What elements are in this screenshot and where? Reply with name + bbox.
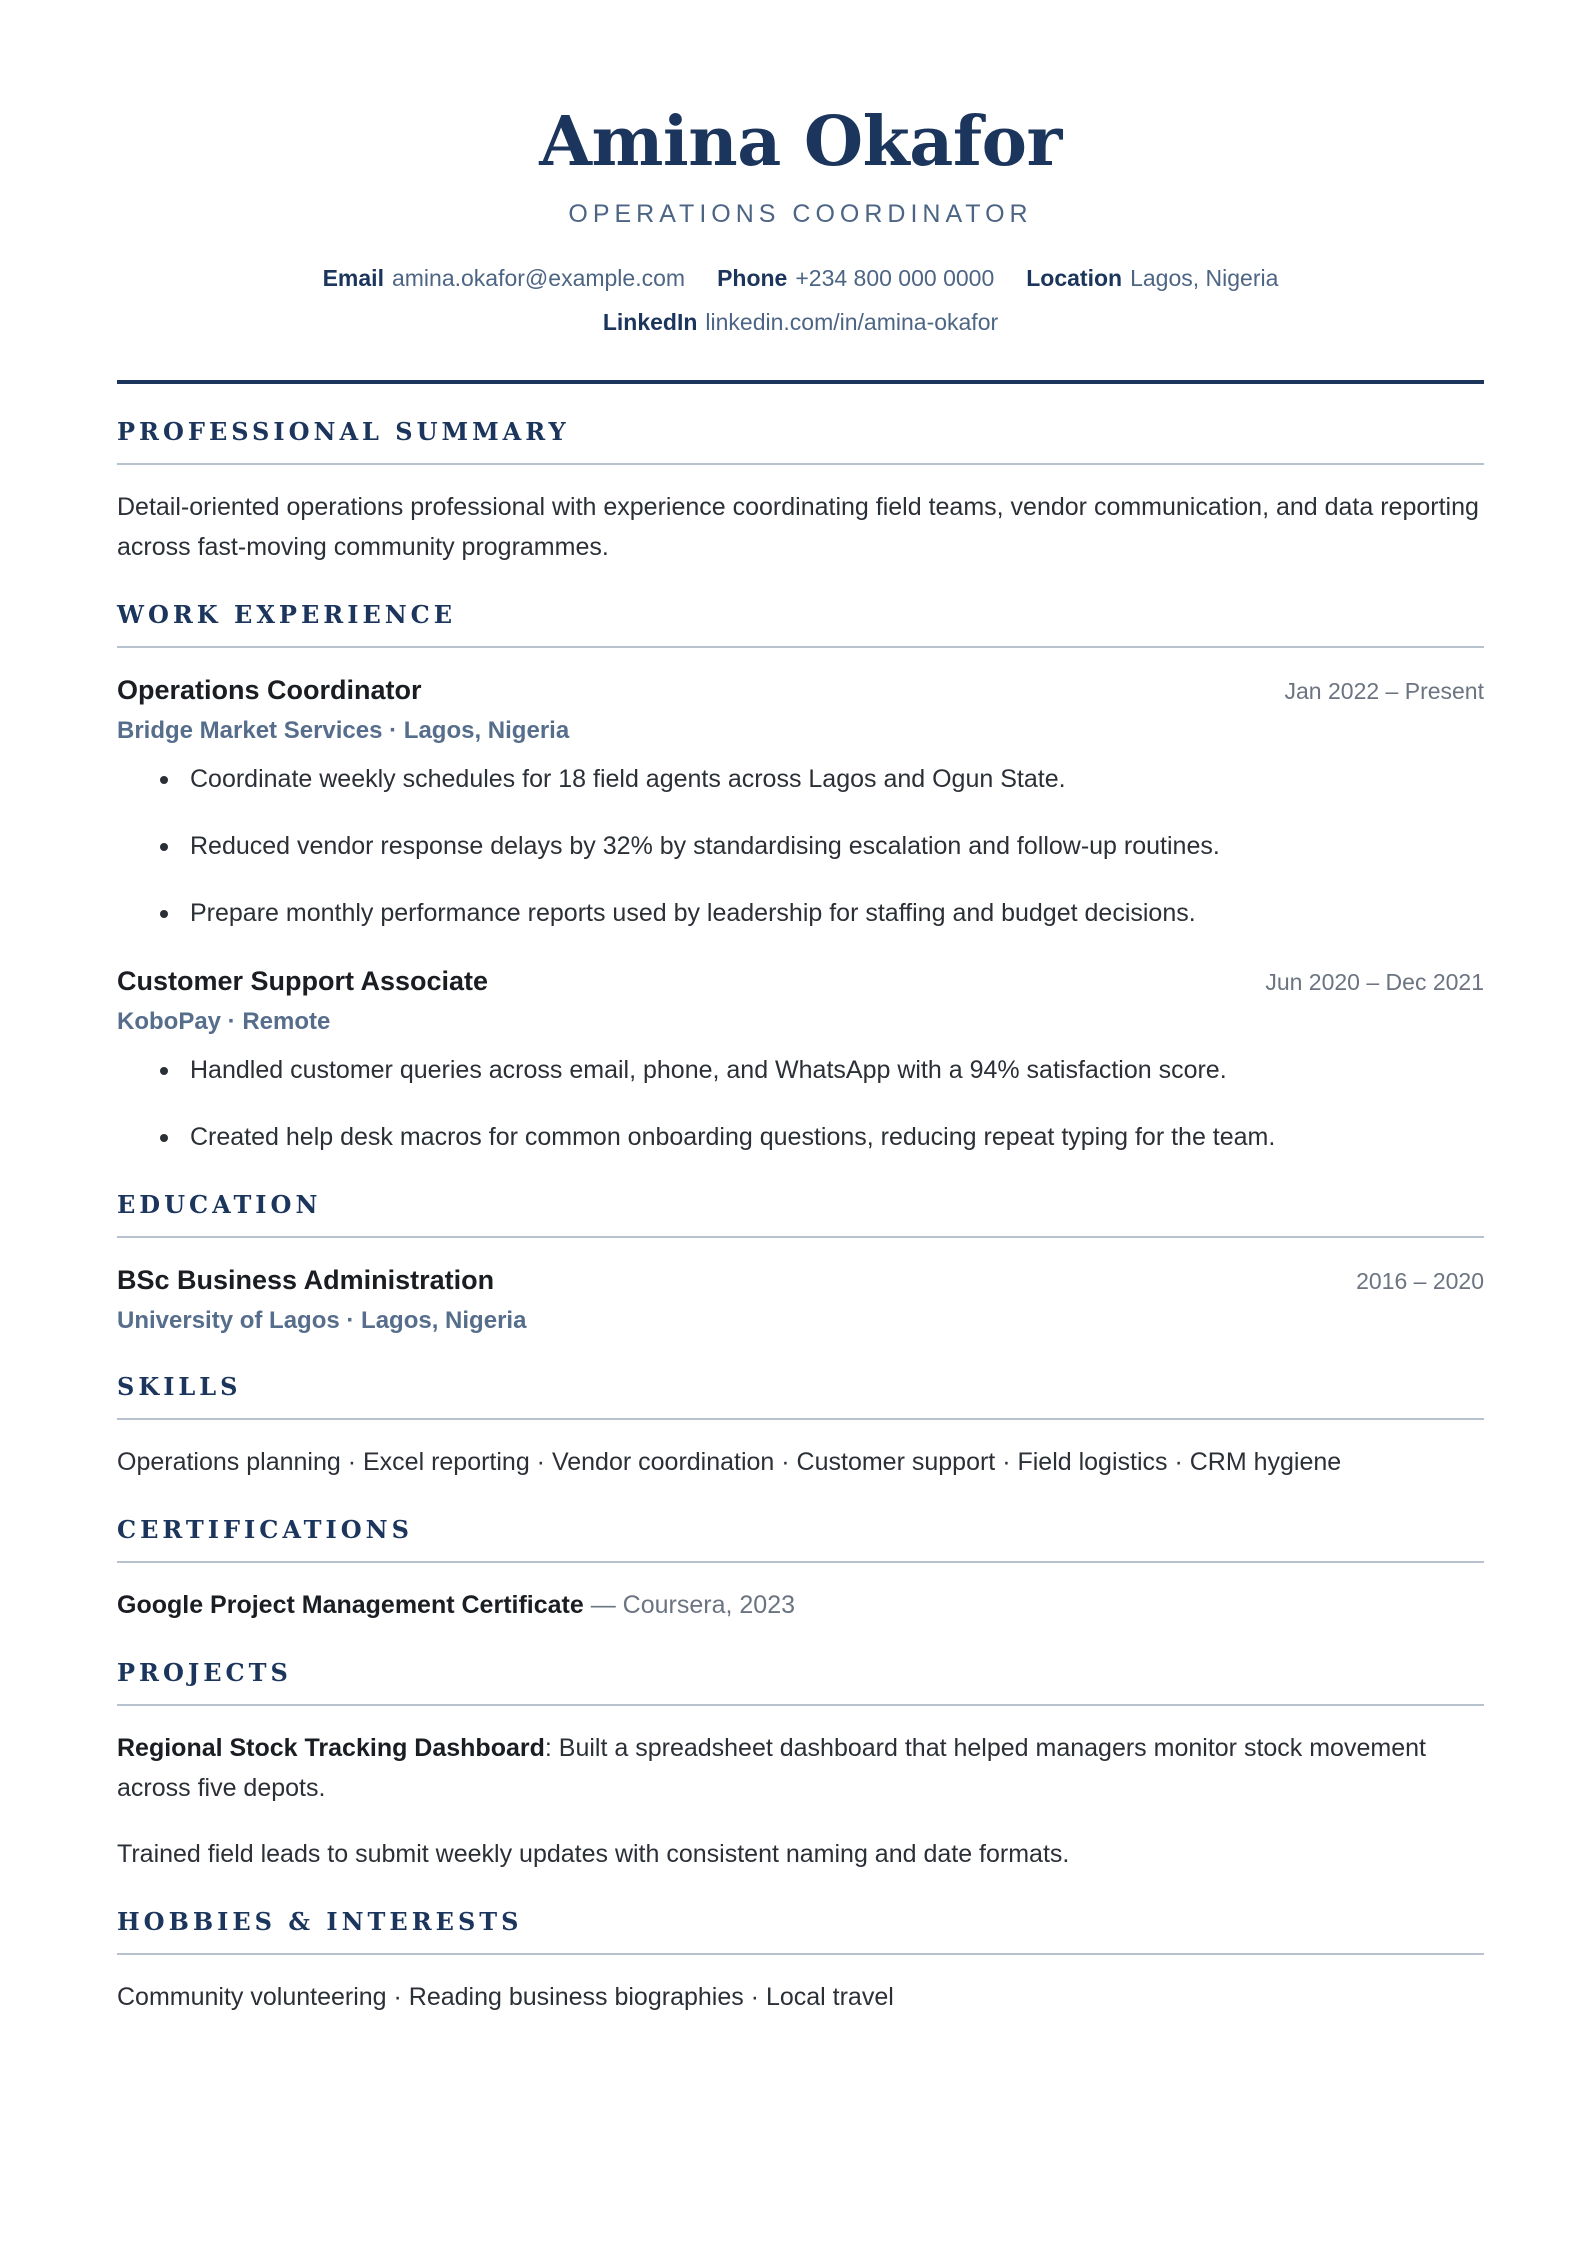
education-dates: 2016 – 2020 xyxy=(1356,1268,1484,1294)
section-heading: PROJECTS xyxy=(117,1658,1484,1706)
project-extra: Trained field leads to submit weekly updates with consistent naming and date formats. xyxy=(117,1840,1070,1868)
section-heading: PROFESSIONAL SUMMARY xyxy=(117,417,1484,465)
job-header xyxy=(117,961,1484,1002)
bullet-icon xyxy=(160,1134,168,1142)
contact-linkedin xyxy=(603,300,998,344)
list-item xyxy=(117,826,1484,866)
list-item xyxy=(117,893,1484,933)
contact-location-value: Lagos, Nigeria xyxy=(1130,265,1279,291)
job-org: KoboPay · Remote xyxy=(117,1008,331,1035)
skills-section xyxy=(117,1372,1484,1482)
resume-page xyxy=(117,0,1484,2017)
project-item xyxy=(117,1728,1484,1808)
bullet-text: Reduced vendor response delays by 32% by standardising escalation and follow-up routines. xyxy=(190,832,1220,860)
section-body xyxy=(117,1238,1484,1339)
candidate-name: Amina Okafor xyxy=(539,102,1062,182)
job-bullets xyxy=(117,1050,1484,1157)
education-header xyxy=(117,1260,1484,1301)
job-entry xyxy=(117,670,1484,933)
project-name: Regional Stock Tracking Dashboard xyxy=(117,1734,545,1762)
contact-email xyxy=(323,256,685,300)
hobbies-text: Community volunteering · Reading business biographies · Local travel xyxy=(117,1983,894,2011)
contact-info xyxy=(117,256,1484,344)
job-org: Bridge Market Services · Lagos, Nigeria xyxy=(117,717,570,744)
contact-email-label: Email xyxy=(322,265,384,291)
degree-title: BSc Business Administration xyxy=(117,1265,495,1295)
contact-linkedin-value[interactable]: linkedin.com/in/amina-okafor xyxy=(705,309,999,335)
project-description: : Built a spreadsheet dashboard that helped managers monitor stock movement across five depots. xyxy=(117,1734,1426,1802)
bullet-text: Created help desk macros for common onboarding questions, reducing repeat typing for the team. xyxy=(190,1123,1276,1151)
bullet-text: Handled customer queries across email, phone, and WhatsApp with a 94% satisfaction score. xyxy=(190,1056,1227,1084)
job-title: Operations Coordinator xyxy=(117,675,422,705)
section-body xyxy=(117,465,1484,567)
school-name: University of Lagos · Lagos, Nigeria xyxy=(117,1307,527,1334)
job-title: Customer Support Associate xyxy=(117,966,489,996)
bullet-text: Coordinate weekly schedules for 18 field agents across Lagos and Ogun State. xyxy=(190,765,1066,793)
education-section xyxy=(117,1190,1484,1339)
bullet-icon xyxy=(160,1067,168,1075)
resume-header xyxy=(117,0,1484,344)
projects-section xyxy=(117,1658,1484,1874)
section-heading: WORK EXPERIENCE xyxy=(117,600,1484,648)
section-body xyxy=(117,1563,1484,1625)
skills-text: Operations planning · Excel reporting · Vendor coordination · Customer support · Field logistics · CRM hygiene xyxy=(117,1448,1342,1476)
section-heading: HOBBIES & INTERESTS xyxy=(117,1907,1484,1955)
contact-email-value[interactable]: amina.okafor@example.com xyxy=(391,265,686,291)
contact-location xyxy=(1026,256,1278,300)
summary-section xyxy=(117,417,1484,567)
bullet-icon xyxy=(160,843,168,851)
contact-phone xyxy=(717,256,994,300)
certifications-section xyxy=(117,1515,1484,1625)
job-dates: Jun 2020 – Dec 2021 xyxy=(1265,969,1484,995)
job-dates: Jan 2022 – Present xyxy=(1284,678,1484,704)
job-bullets xyxy=(117,759,1484,933)
list-item xyxy=(117,1050,1484,1090)
bullet-text: Prepare monthly performance reports used by leadership for staffing and budget decisions. xyxy=(190,899,1196,927)
section-heading: EDUCATION xyxy=(117,1190,1484,1238)
experience-section xyxy=(117,600,1484,1157)
contact-linkedin-label: LinkedIn xyxy=(602,309,698,335)
section-body xyxy=(117,648,1484,1157)
candidate-title: OPERATIONS COORDINATOR xyxy=(568,200,1033,228)
contact-row xyxy=(117,300,1484,344)
certification-name: Google Project Management Certificate xyxy=(117,1591,584,1619)
bullet-icon xyxy=(160,776,168,784)
section-body xyxy=(117,1420,1484,1482)
contact-phone-label: Phone xyxy=(717,265,788,291)
contact-phone-value: +234 800 000 0000 xyxy=(795,265,995,291)
contact-location-label: Location xyxy=(1026,265,1123,291)
bullet-icon xyxy=(160,910,168,918)
job-entry xyxy=(117,961,1484,1157)
list-item xyxy=(117,759,1484,799)
section-body xyxy=(117,1955,1484,2017)
hobbies-section xyxy=(117,1907,1484,2017)
summary-text: Detail-oriented operations professional with experience coordinating field teams, vendor communication, and data reporting across fast-moving community programmes. xyxy=(117,493,1479,561)
certification-meta: — Coursera, 2023 xyxy=(583,1591,795,1619)
contact-row xyxy=(117,256,1484,300)
job-header xyxy=(117,670,1484,711)
header-divider xyxy=(117,380,1484,384)
section-heading: CERTIFICATIONS xyxy=(117,1515,1484,1563)
list-item xyxy=(117,1117,1484,1157)
section-body xyxy=(117,1706,1484,1874)
section-heading: SKILLS xyxy=(117,1372,1484,1420)
